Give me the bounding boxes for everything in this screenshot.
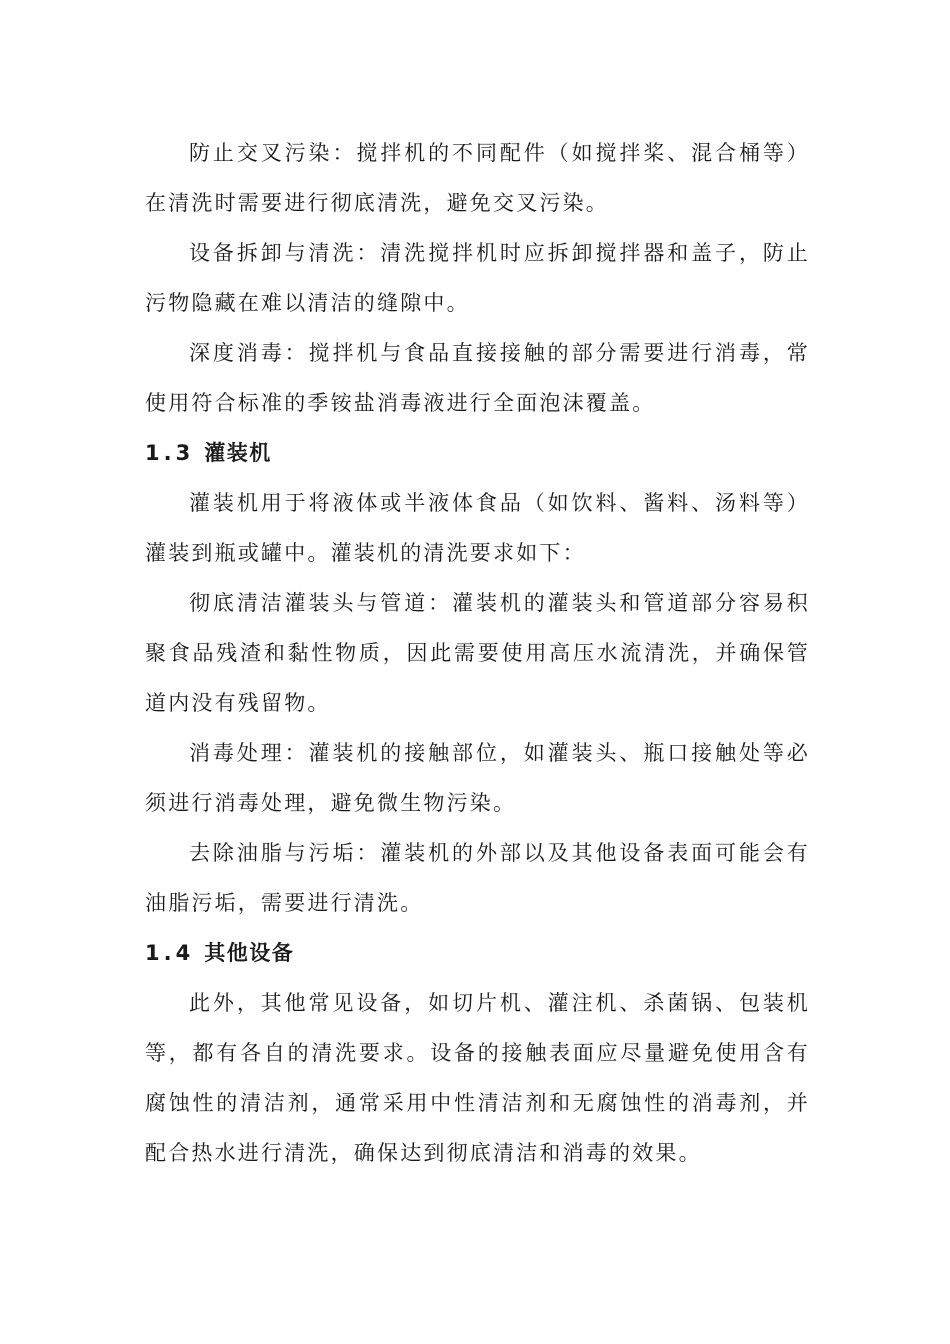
section-title: 灌装机 bbox=[204, 441, 272, 465]
paragraph-cross-contamination: 防止交叉污染：搅拌机的不同配件（如搅拌桨、混合桶等）在清洗时需要进行彻底清洗，避免交叉污染。 bbox=[145, 141, 810, 215]
paragraph-other-equipment: 此外，其他常见设备，如切片机、灌注机、杀菌锅、包装机等，都有各自的清洗要求。设备的接触表面应尽量避免使用含有腐蚀性的清洁剂，通常采用中性清洁剂和无腐蚀性的消毒剂，并配合热水进行清洗，确保达到彻底清洁和消毒的效果。 bbox=[145, 991, 810, 1165]
paragraph-filling-disinfection: 消毒处理：灌装机的接触部位，如灌装头、瓶口接触处等必须进行消毒处理，避免微生物污染。 bbox=[145, 741, 810, 815]
section-heading-filling-machine bbox=[145, 428, 810, 478]
section-title: 其他设备 bbox=[204, 941, 295, 965]
paragraph-disassembly-cleaning: 设备拆卸与清洗：清洗搅拌机时应拆卸搅拌器和盖子，防止污物隐藏在难以清洁的缝隙中。 bbox=[145, 241, 810, 315]
document-page bbox=[145, 128, 810, 1178]
paragraph-filling-head-pipes: 彻底清洁灌装头与管道：灌装机的灌装头和管道部分容易积聚食品残渣和黏性物质，因此需要使用高压水流清洗，并确保管道内没有残留物。 bbox=[145, 591, 810, 715]
section-number: 1.3 bbox=[145, 441, 195, 465]
paragraph-filling-grease: 去除油脂与污垢：灌装机的外部以及其他设备表面可能会有油脂污垢，需要进行清洗。 bbox=[145, 841, 810, 915]
section-heading-other-equipment bbox=[145, 928, 810, 978]
section-number: 1.4 bbox=[145, 941, 195, 965]
paragraph-filling-intro: 灌装机用于将液体或半液体食品（如饮料、酱料、汤料等）灌装到瓶或罐中。灌装机的清洗要求如下： bbox=[145, 491, 810, 565]
paragraph-deep-disinfection: 深度消毒：搅拌机与食品直接接触的部分需要进行消毒，常使用符合标准的季铵盐消毒液进行全面泡沫覆盖。 bbox=[145, 341, 810, 415]
